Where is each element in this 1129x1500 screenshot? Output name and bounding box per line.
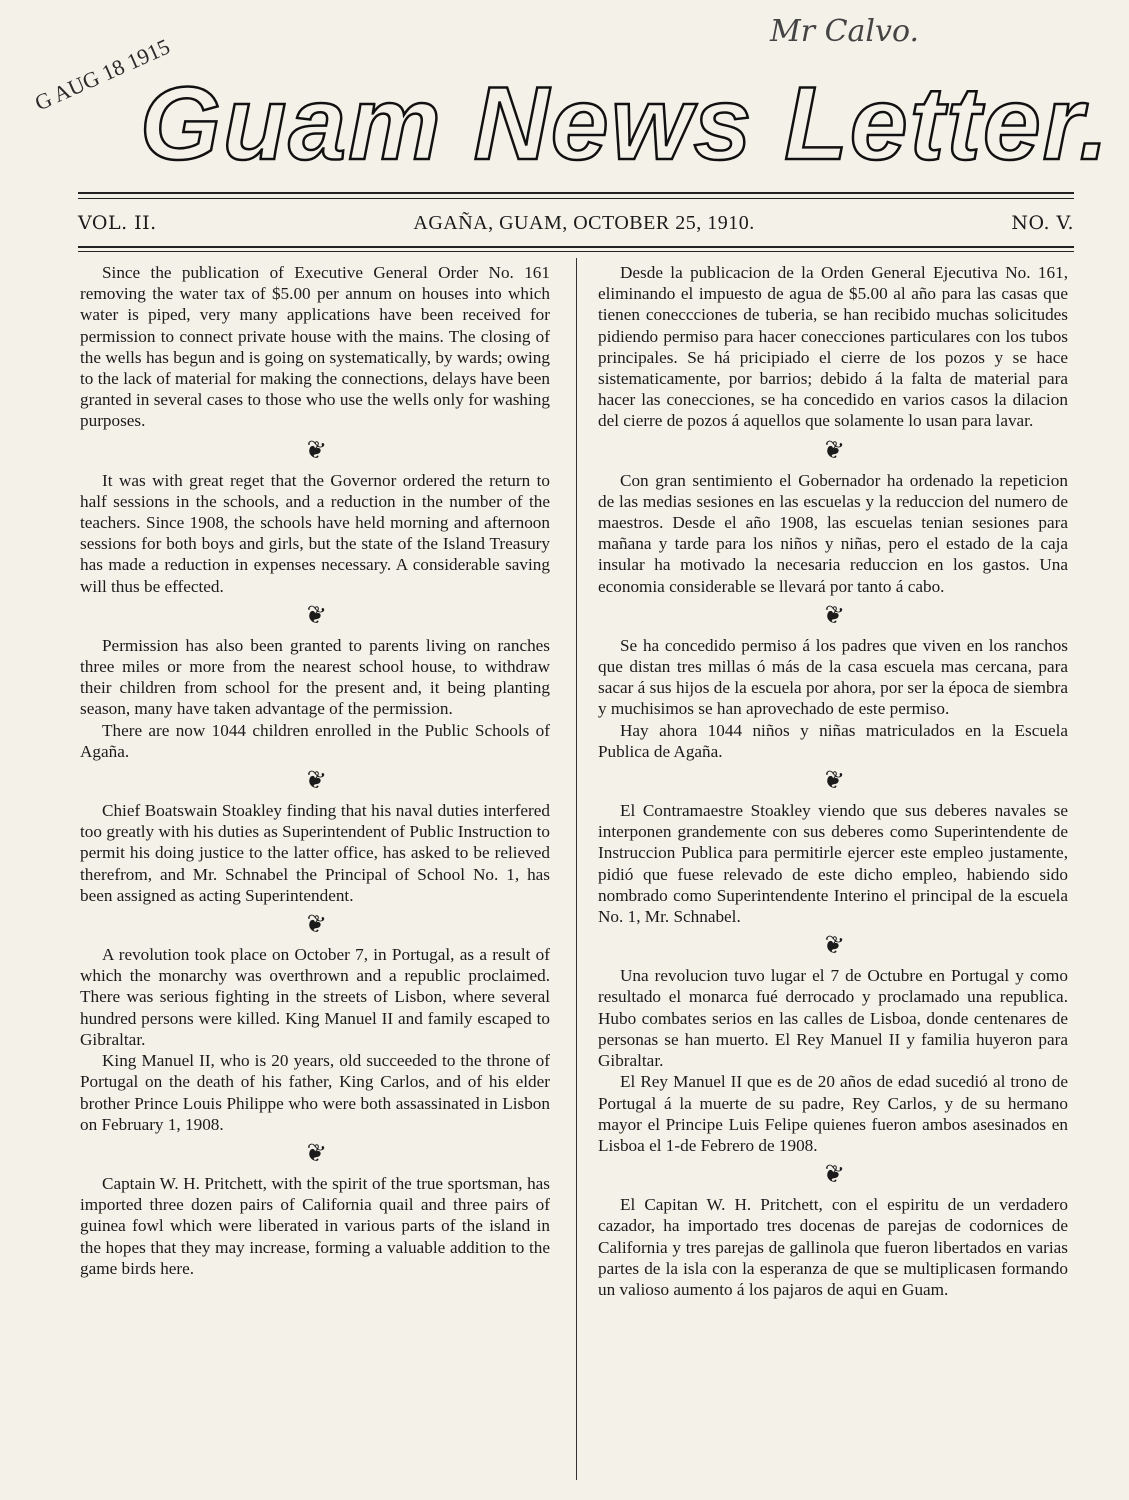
articulo-codornices: El Capitan W. H. Pritchett, con el espiritu de un verdadero cazador, ha importado tres docenas de parejas de codornices de California y tres parejas de gallinola que fueron libertados en varias partes de la isla con la esperanza de que se multiplicasen formando un valioso aumento á los pajaros de aqui en Guam. (598, 1195, 1068, 1299)
stamp-date: AUG 18 1915 (49, 33, 174, 108)
volume-label: VOL. II. (78, 212, 157, 234)
articulo-revolucion-portugal: Una revolucion tuvo lugar el 7 de Octubre en Portugal y como resultado el monarca fué derrocado y proclamado una republica. Hubo combates serios en las calles de Lisboa, donde centenares de personas se han muerto. El Rey Manuel II y familia huyeron para Gibraltar. (598, 966, 1068, 1071)
ornament-icon: ❦ (301, 765, 329, 797)
article-king-manuel: King Manuel II, who is 20 years, old succeeded to the throne of Portugal on the death of his father, King Carlos, and of his elder brother Prince Louis Philippe who were both assassinated in Lisbon on February 1, 1908. (80, 1051, 550, 1134)
handwritten-note: Mr Calvo. (770, 14, 920, 49)
articulo-superintendente: El Contramaestre Stoakley viendo que sus deberes navales se interponen grandemente con sus deberes como Superintendente de Instruccion Publica para permitirle ejercer este empleo justamente, pidió que fuese relevado de este dicho empleo, habiendo sido nombrado como Superintendente Interino el principal de la escuela No. 1, Mr. Schnabel. (598, 801, 1068, 927)
article-water-tax: Since the publication of Executive General Order No. 161 removing the water tax of $5.00 per annum on houses into which water is piped, very many applications have been received for permission to connect private house with the mains. The closing of the wells has begun and is going on systematically, by wards; owing to the lack of material for making the connections, delays have been granted in several cases to those who use the wells only for washing purposes. (80, 263, 550, 431)
place-date: AGAÑA, GUAM, OCTOBER 25, 1910. (413, 212, 755, 234)
column-divider (576, 258, 577, 1480)
articulo-permiso-ranchos: Se ha concedido permiso á los padres que viven en los ranchos que distan tres millas ó más de la casa escuela mas cercana, para sacar á sus hijos de la escuela por ahora, por ser la época de siembra y muchisimos se han aprovechado de este permiso. (598, 635, 1068, 719)
articulo-rey-manuel: El Rey Manuel II que es de 20 años de edad sucedió al trono de Portugal á la muerte de su padre, Rey Carlos, y de su hermano mayor el Principe Luis Felipe quienes fueron ambos asesinados en Lisboa el 1-de Febrero de 1908. (598, 1072, 1068, 1155)
masthead-rule-bottom (78, 198, 1074, 199)
articulo-medias-sesiones: Con gran sentimiento el Gobernador ha ordenado la repeticion de las medias sesiones en las escuelas y la reduccion del numero de maestros. Desde el año 1908, las escuelas tenian sesiones para mañana y tarde para los niños y niñas, pero el estado de la caja insular ha motivado la necesaria reduccion en los gastos. Una economia considerable se llevará por tanto á cabo. (598, 470, 1068, 596)
ornament-icon: ❦ (819, 765, 847, 797)
article-superintendent: Chief Boatswain Stoakley finding that his naval duties interfered too greatly with his duties as Superintendent of Public Instruction to permit his doing justice to the latter office, has asked to be relieved therefrom, and Mr. Schnabel the Principal of School No. 1, has been assigned as acting Superintendent. (80, 801, 550, 905)
stamp-mark: G (30, 86, 56, 116)
issue-number: NO. V. (1011, 212, 1074, 234)
dateline-rule-bottom (78, 251, 1074, 252)
dateline (78, 212, 1074, 235)
articulo-matricula: Hay ahora 1044 niños y niñas matriculados en la Escuela Publica de Agaña. (598, 720, 1068, 761)
dateline-rule-top (78, 246, 1074, 248)
masthead-title: Guam News Letter. (140, 66, 1111, 182)
spanish-column (598, 262, 1068, 1300)
article-portugal-revolution: A revolution took place on October 7, in Portugal, as a result of which the monarchy was overthrown and a republic proclaimed. There was serious fighting in the streets of Lisbon, where several hundred persons were killed. King Manuel II and family escaped to Gibraltar. (80, 945, 550, 1049)
articulo-impuesto-agua: Desde la publicacion de la Orden General Ejecutiva No. 161, eliminando el impuesto de agua de $5.00 al año para las casas que tienen coneccciones de tuberia, se han recibido muchas solicitudes pidiendo permiso para hacer conecciones particulares con los tubos principales. Se há pricipiado el cierre de los pozos y se hace sistematicamente, por barrios; debido á la falta de material para hacer las conecciones, se ha concedido en varios casos la dilacion del cierre de pozos á aquellos que solamente lo usan para lavar. (598, 263, 1068, 431)
ornament-icon: ❦ (301, 1138, 329, 1170)
ornament-icon: ❦ (301, 600, 329, 632)
article-enrollment: There are now 1044 children enrolled in the Public Schools of Agaña. (80, 720, 550, 761)
ornament-icon: ❦ (301, 909, 329, 941)
masthead-rule-top (78, 192, 1074, 194)
ornament-icon: ❦ (819, 600, 847, 632)
article-half-sessions: It was with great reget that the Governor ordered the return to half sessions in the schools, and a reduction in the number of the teachers. Since 1908, the schools have held morning and afternoon sessions for both boys and girls, but the state of the Island Treasury has made a reduction in expenses necessary. A considerable saving will thus be effected. (80, 470, 550, 596)
ornament-icon: ❦ (819, 435, 847, 466)
ornament-icon: ❦ (819, 1159, 847, 1191)
ornament-icon: ❦ (301, 435, 329, 466)
article-quail-import: Captain W. H. Pritchett, with the spirit of the true sportsman, has imported three dozen pairs of California quail and three pairs of guinea fowl which were liberated in various parts of the island in the hopes that they may increase, forming a valuable addition to the game birds here. (80, 1173, 550, 1278)
english-column (80, 262, 550, 1279)
article-ranch-permission: Permission has also been granted to parents living on ranches three miles or more from the nearest school house, to withdraw their children from school for the present and, it being planting season, many have taken advantage of the permission. (80, 635, 550, 719)
ornament-icon: ❦ (819, 931, 847, 962)
